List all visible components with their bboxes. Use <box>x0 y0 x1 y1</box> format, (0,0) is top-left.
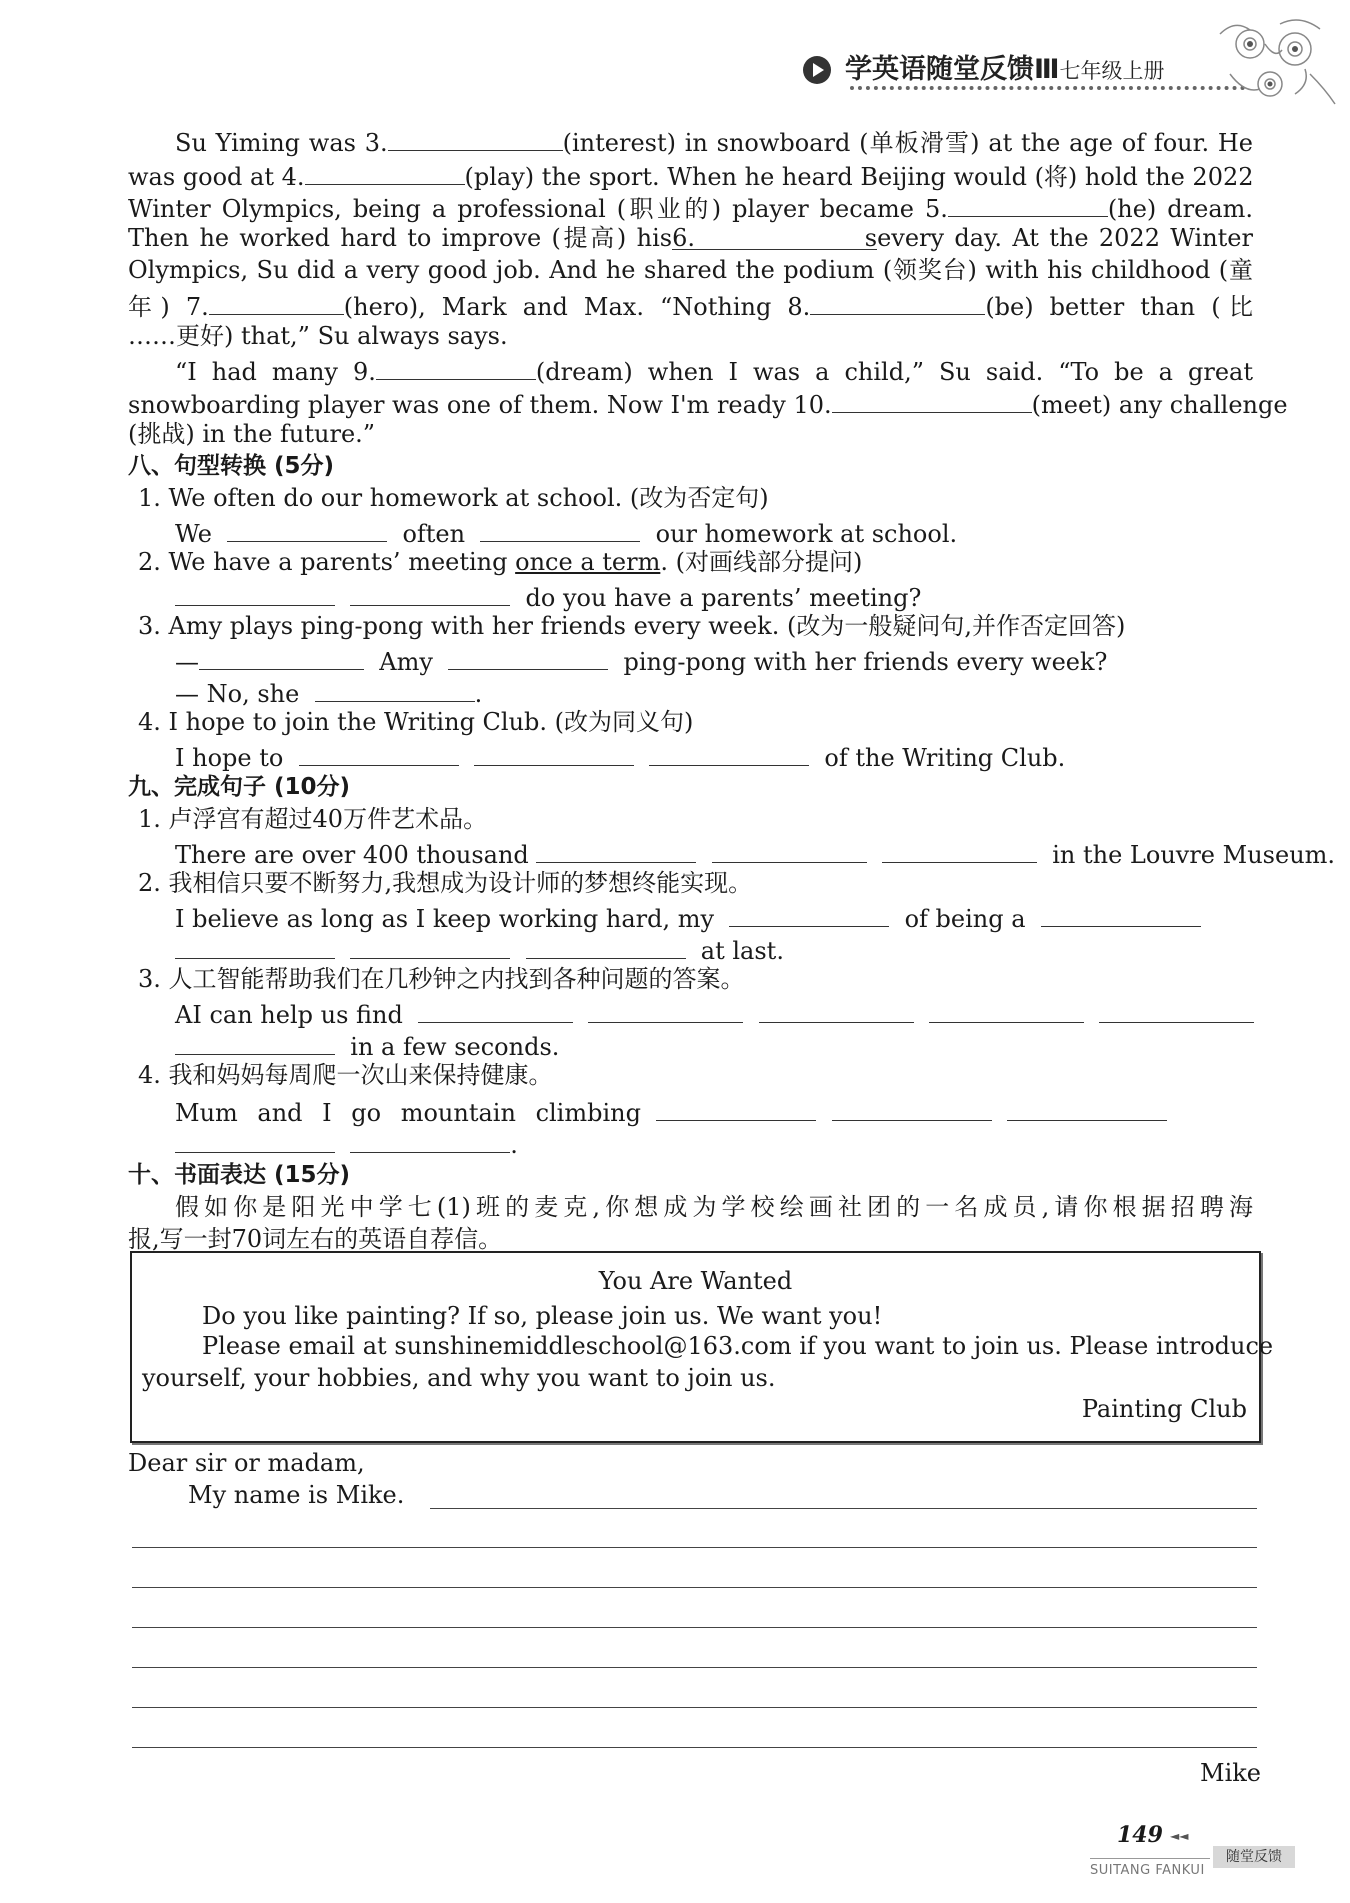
s9-q4-cn: 4. 我和妈妈每周爬一次山来保持健康。 <box>138 1061 553 1089</box>
s8-q1: 1. We often do our homework at school. (改为否定句) <box>138 484 769 512</box>
s9-q2-cn: 2. 我相信只要不断努力,我想成为设计师的梦想终能实现。 <box>138 869 753 897</box>
s9-q4-answer-b: . <box>175 1126 1253 1160</box>
answer-blank[interactable] <box>350 1126 510 1153</box>
answer-blank[interactable] <box>480 515 640 542</box>
answer-blank[interactable] <box>418 996 573 1023</box>
answer-blank-8[interactable] <box>810 288 985 315</box>
footer-en-label: SUITANG FANKUI <box>1090 1863 1205 1878</box>
poster-line-3: yourself, your hobbies, and why you want to join us. <box>142 1364 776 1392</box>
s8-q3-answer-b: — No, she . <box>175 675 1253 709</box>
header-subtitle: 七年级上册 <box>1059 59 1165 83</box>
answer-blank[interactable] <box>759 996 914 1023</box>
recruitment-poster <box>130 1251 1274 1443</box>
letter-opening: My name is Mike. <box>188 1481 405 1509</box>
s8-q2-answer: do you have a parents’ meeting? <box>175 579 1253 613</box>
answer-blank[interactable] <box>315 675 475 702</box>
answer-blank[interactable] <box>1099 996 1254 1023</box>
answer-blank-6[interactable]: 6. s <box>672 224 878 252</box>
answer-blank[interactable] <box>649 739 809 766</box>
s10-prompt-1: 假如你是阳光中学七(1)班的麦克,你想成为学校绘画社团的一名成员,请你根据招聘海 <box>175 1193 1253 1221</box>
answer-blank[interactable] <box>227 515 387 542</box>
s9-q3-cn: 3. 人工智能帮助我们在几秒钟之内找到各种问题的答案。 <box>138 965 745 993</box>
answer-blank[interactable] <box>526 932 686 959</box>
footer-badge: 随堂反馈 <box>1213 1846 1295 1868</box>
passage-line-5: Olympics, Su did a very good job. And he shared the podium (领奖台) with his childhood (童 <box>128 256 1253 284</box>
answer-blank-4[interactable] <box>305 158 465 185</box>
s8-q4: 4. I hope to join the Writing Club. (改为同义句) <box>138 708 694 736</box>
answer-blank[interactable] <box>882 836 1037 863</box>
page-number: 149 <box>1117 1822 1163 1848</box>
letter-greeting: Dear sir or madam, <box>128 1449 365 1477</box>
passage-line-9: snowboarding player was one of them. Now I'm ready 10. (meet) any challenge <box>128 386 1253 420</box>
answer-blank-9[interactable] <box>376 353 536 380</box>
answer-blank[interactable] <box>350 932 510 959</box>
answer-blank-7[interactable] <box>209 288 344 315</box>
answer-blank[interactable] <box>729 900 889 927</box>
answer-blank-10[interactable] <box>832 386 1032 413</box>
passage-line-4: Then he worked hard to improve (提高) his6. severy day. At the 2022 Winter <box>128 224 1253 252</box>
poster-line-2: Please email at sunshinemiddleschool@163.com if you want to join us. Please introduce <box>202 1332 1274 1360</box>
answer-blank[interactable] <box>588 996 743 1023</box>
answer-blank[interactable] <box>536 836 696 863</box>
passage-line-3: Winter Olympics, being a professional (职业的) player became 5. (he) dream. <box>128 190 1253 224</box>
s9-q2-answer-b: at last. <box>175 932 1253 966</box>
s8-q3-answer-a: — Amy ping-pong with her friends every week? <box>175 643 1253 677</box>
underlined-phrase: once a term <box>515 548 661 576</box>
s9-q3-answer-a: AI can help us find <box>175 996 1253 1030</box>
s10-prompt-2: 报,写一封70词左右的英语自荐信。 <box>128 1225 503 1253</box>
s9-q1-answer: There are over 400 thousand in the Louvre Museum. <box>175 836 1253 870</box>
footer-rule <box>1090 1858 1210 1859</box>
floral-ornament-icon <box>1210 14 1340 114</box>
answer-blank[interactable] <box>299 739 459 766</box>
s8-q1-answer: We often our homework at school. <box>175 515 1253 549</box>
page-arrow-icon: ◄◄ <box>1170 1829 1189 1843</box>
answer-blank[interactable] <box>929 996 1084 1023</box>
play-icon <box>803 56 831 84</box>
answer-blank[interactable] <box>175 1126 335 1153</box>
writing-line[interactable] <box>132 1747 1257 1748</box>
section-8-title: 八、句型转换 (5分) <box>128 453 335 479</box>
page-header <box>845 47 1165 86</box>
writing-line[interactable] <box>132 1707 1257 1708</box>
answer-blank[interactable] <box>448 643 608 670</box>
s9-q4-answer-a: Mum and I go mountain climbing <box>175 1094 1253 1128</box>
answer-blank[interactable] <box>175 932 335 959</box>
s8-q4-answer: I hope to of the Writing Club. <box>175 739 1253 773</box>
poster-signature: Painting Club <box>1081 1395 1247 1423</box>
answer-blank[interactable] <box>656 1094 816 1121</box>
passage-line-6: 年) 7. (hero), Mark and Max. “Nothing 8. (be) better than (比 <box>128 288 1253 322</box>
writing-line[interactable] <box>132 1667 1257 1668</box>
passage-line-7: ……更好) that,” Su always says. <box>128 322 508 350</box>
poster-title: You Are Wanted <box>598 1267 793 1295</box>
passage-line-1: Su Yiming was 3. (interest) in snowboard (单板滑雪) at the age of four. He <box>175 124 1253 158</box>
answer-blank[interactable] <box>832 1094 992 1121</box>
header-dotted-rule <box>850 86 1245 90</box>
answer-blank[interactable] <box>175 1028 335 1055</box>
answer-blank[interactable] <box>1041 900 1201 927</box>
passage-line-2: was good at 4. (play) the sport. When he heard Beijing would (将) hold the 2022 <box>128 158 1253 192</box>
answer-blank[interactable] <box>199 643 364 670</box>
passage-line-10: (挑战) in the future.” <box>128 420 376 448</box>
letter-closing: Mike <box>1200 1759 1261 1787</box>
writing-line[interactable] <box>132 1547 1257 1548</box>
writing-line[interactable] <box>132 1587 1257 1588</box>
header-title: 学英语随堂反馈Ⅲ <box>845 54 1060 85</box>
s8-q3: 3. Amy plays ping-pong with her friends every week. (改为一般疑问句,并作否定回答) <box>138 612 1126 640</box>
s9-q2-answer-a: I believe as long as I keep working hard, my of being a <box>175 900 1253 934</box>
answer-blank[interactable] <box>175 579 335 606</box>
writing-line[interactable] <box>132 1627 1257 1628</box>
section-10-title: 十、书面表达 (15分) <box>128 1162 351 1188</box>
answer-blank[interactable] <box>1007 1094 1167 1121</box>
poster-line-1: Do you like painting? If so, please join us. We want you! <box>202 1302 883 1330</box>
answer-blank[interactable] <box>350 579 510 606</box>
s9-q1-cn: 1. 卢浮宫有超过40万件艺术品。 <box>138 805 488 833</box>
passage-line-8: “I had many 9. (dream) when I was a child,” Su said. “To be a great <box>175 353 1253 387</box>
answer-blank-5[interactable] <box>948 190 1108 217</box>
writing-line[interactable] <box>430 1508 1257 1509</box>
answer-blank-3[interactable] <box>388 124 563 151</box>
answer-blank[interactable] <box>712 836 867 863</box>
s8-q2: 2. We have a parents’ meeting once a term. (对画线部分提问) <box>138 548 863 576</box>
section-9-title: 九、完成句子 (10分) <box>128 774 351 800</box>
s9-q3-answer-b: in a few seconds. <box>175 1028 1253 1062</box>
answer-blank[interactable] <box>474 739 634 766</box>
